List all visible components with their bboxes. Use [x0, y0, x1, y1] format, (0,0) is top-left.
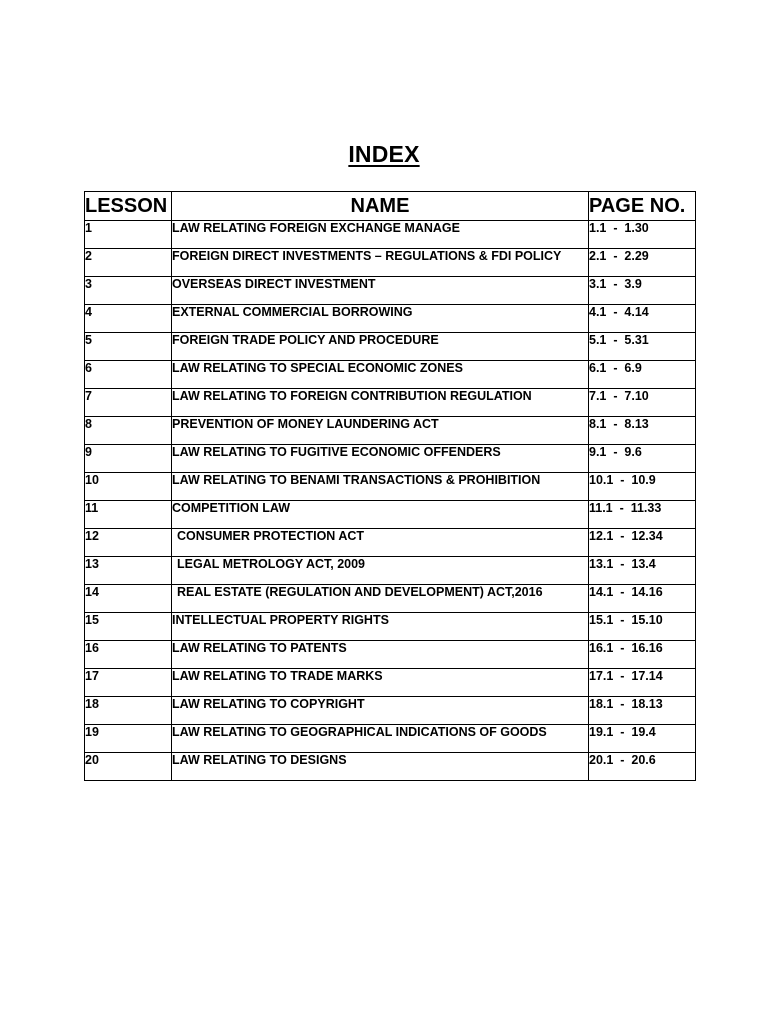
lesson-number: 20: [85, 753, 172, 781]
lesson-number: 15: [85, 613, 172, 641]
header-page-no: PAGE NO.: [589, 192, 696, 221]
header-name: NAME: [172, 192, 589, 221]
page-range: 20.1 - 20.6: [589, 753, 696, 781]
lesson-name: LAW RELATING TO TRADE MARKS: [172, 669, 589, 697]
page-range: 1.1 - 1.30: [589, 221, 696, 249]
table-row: [85, 641, 696, 669]
page-range: 13.1 - 13.4: [589, 557, 696, 585]
lesson-number: 6: [85, 361, 172, 389]
lesson-number: 5: [85, 333, 172, 361]
lesson-name: INTELLECTUAL PROPERTY RIGHTS: [172, 613, 589, 641]
table-row: [85, 277, 696, 305]
header-row: [85, 192, 696, 221]
page-range: 14.1 - 14.16: [589, 585, 696, 613]
page-range: 19.1 - 19.4: [589, 725, 696, 753]
table-row: [85, 249, 696, 277]
header-lesson: LESSON: [85, 192, 172, 221]
lesson-number: 10: [85, 473, 172, 501]
table-row: [85, 613, 696, 641]
lesson-number: 8: [85, 417, 172, 445]
page-range: 10.1 - 10.9: [589, 473, 696, 501]
page-range: 9.1 - 9.6: [589, 445, 696, 473]
lesson-name: PREVENTION OF MONEY LAUNDERING ACT: [172, 417, 589, 445]
page-range: 15.1 - 15.10: [589, 613, 696, 641]
lesson-number: 19: [85, 725, 172, 753]
page-range: 6.1 - 6.9: [589, 361, 696, 389]
lesson-number: 14: [85, 585, 172, 613]
lesson-name: LAW RELATING TO COPYRIGHT: [172, 697, 589, 725]
lesson-number: 13: [85, 557, 172, 585]
lesson-name: LEGAL METROLOGY ACT, 2009: [172, 557, 589, 585]
lesson-number: 9: [85, 445, 172, 473]
lesson-name: LAW RELATING TO BENAMI TRANSACTIONS & PROHIBITION: [172, 473, 589, 501]
lesson-name: CONSUMER PROTECTION ACT: [172, 529, 589, 557]
table-row: [85, 697, 696, 725]
lesson-number: 2: [85, 249, 172, 277]
page-range: 2.1 - 2.29: [589, 249, 696, 277]
table-row: [85, 445, 696, 473]
lesson-number: 18: [85, 697, 172, 725]
table-row: [85, 753, 696, 781]
table-row: [85, 585, 696, 613]
table-row: [85, 333, 696, 361]
lesson-name: LAW RELATING TO FUGITIVE ECONOMIC OFFENDERS: [172, 445, 589, 473]
lesson-number: 12: [85, 529, 172, 557]
lesson-name: LAW RELATING FOREIGN EXCHANGE MANAGE: [172, 221, 589, 249]
lesson-name: LAW RELATING TO FOREIGN CONTRIBUTION REGULATION: [172, 389, 589, 417]
page-range: 4.1 - 4.14: [589, 305, 696, 333]
table-row: [85, 305, 696, 333]
lesson-name: REAL ESTATE (REGULATION AND DEVELOPMENT) ACT,2016: [172, 585, 589, 613]
page-range: 3.1 - 3.9: [589, 277, 696, 305]
lesson-number: 1: [85, 221, 172, 249]
page-range: 11.1 - 11.33: [589, 501, 696, 529]
table-row: [85, 221, 696, 249]
table-row: [85, 529, 696, 557]
table-row: [85, 557, 696, 585]
lesson-name: LAW RELATING TO GEOGRAPHICAL INDICATIONS OF GOODS: [172, 725, 589, 753]
page-range: 8.1 - 8.13: [589, 417, 696, 445]
lesson-number: 4: [85, 305, 172, 333]
table-row: [85, 361, 696, 389]
table-row: [85, 389, 696, 417]
page-range: 18.1 - 18.13: [589, 697, 696, 725]
table-header: [85, 192, 696, 221]
lesson-name: COMPETITION LAW: [172, 501, 589, 529]
lesson-name: LAW RELATING TO SPECIAL ECONOMIC ZONES: [172, 361, 589, 389]
lesson-name: OVERSEAS DIRECT INVESTMENT: [172, 277, 589, 305]
table-body: [85, 221, 696, 781]
table-row: [85, 417, 696, 445]
lesson-name: FOREIGN TRADE POLICY AND PROCEDURE: [172, 333, 589, 361]
table-row: [85, 669, 696, 697]
lesson-number: 16: [85, 641, 172, 669]
index-table: [84, 191, 696, 781]
page-range: 12.1 - 12.34: [589, 529, 696, 557]
lesson-number: 17: [85, 669, 172, 697]
page-title: INDEX: [348, 141, 420, 167]
lesson-name: FOREIGN DIRECT INVESTMENTS – REGULATIONS & FDI POLICY: [172, 249, 589, 277]
page-range: 16.1 - 16.16: [589, 641, 696, 669]
table-row: [85, 473, 696, 501]
lesson-number: 7: [85, 389, 172, 417]
lesson-number: 3: [85, 277, 172, 305]
page-range: 7.1 - 7.10: [589, 389, 696, 417]
page-range: 17.1 - 17.14: [589, 669, 696, 697]
table-row: [85, 725, 696, 753]
lesson-name: EXTERNAL COMMERCIAL BORROWING: [172, 305, 589, 333]
lesson-name: LAW RELATING TO DESIGNS: [172, 753, 589, 781]
page-range: 5.1 - 5.31: [589, 333, 696, 361]
table-row: [85, 501, 696, 529]
lesson-number: 11: [85, 501, 172, 529]
lesson-name: LAW RELATING TO PATENTS: [172, 641, 589, 669]
